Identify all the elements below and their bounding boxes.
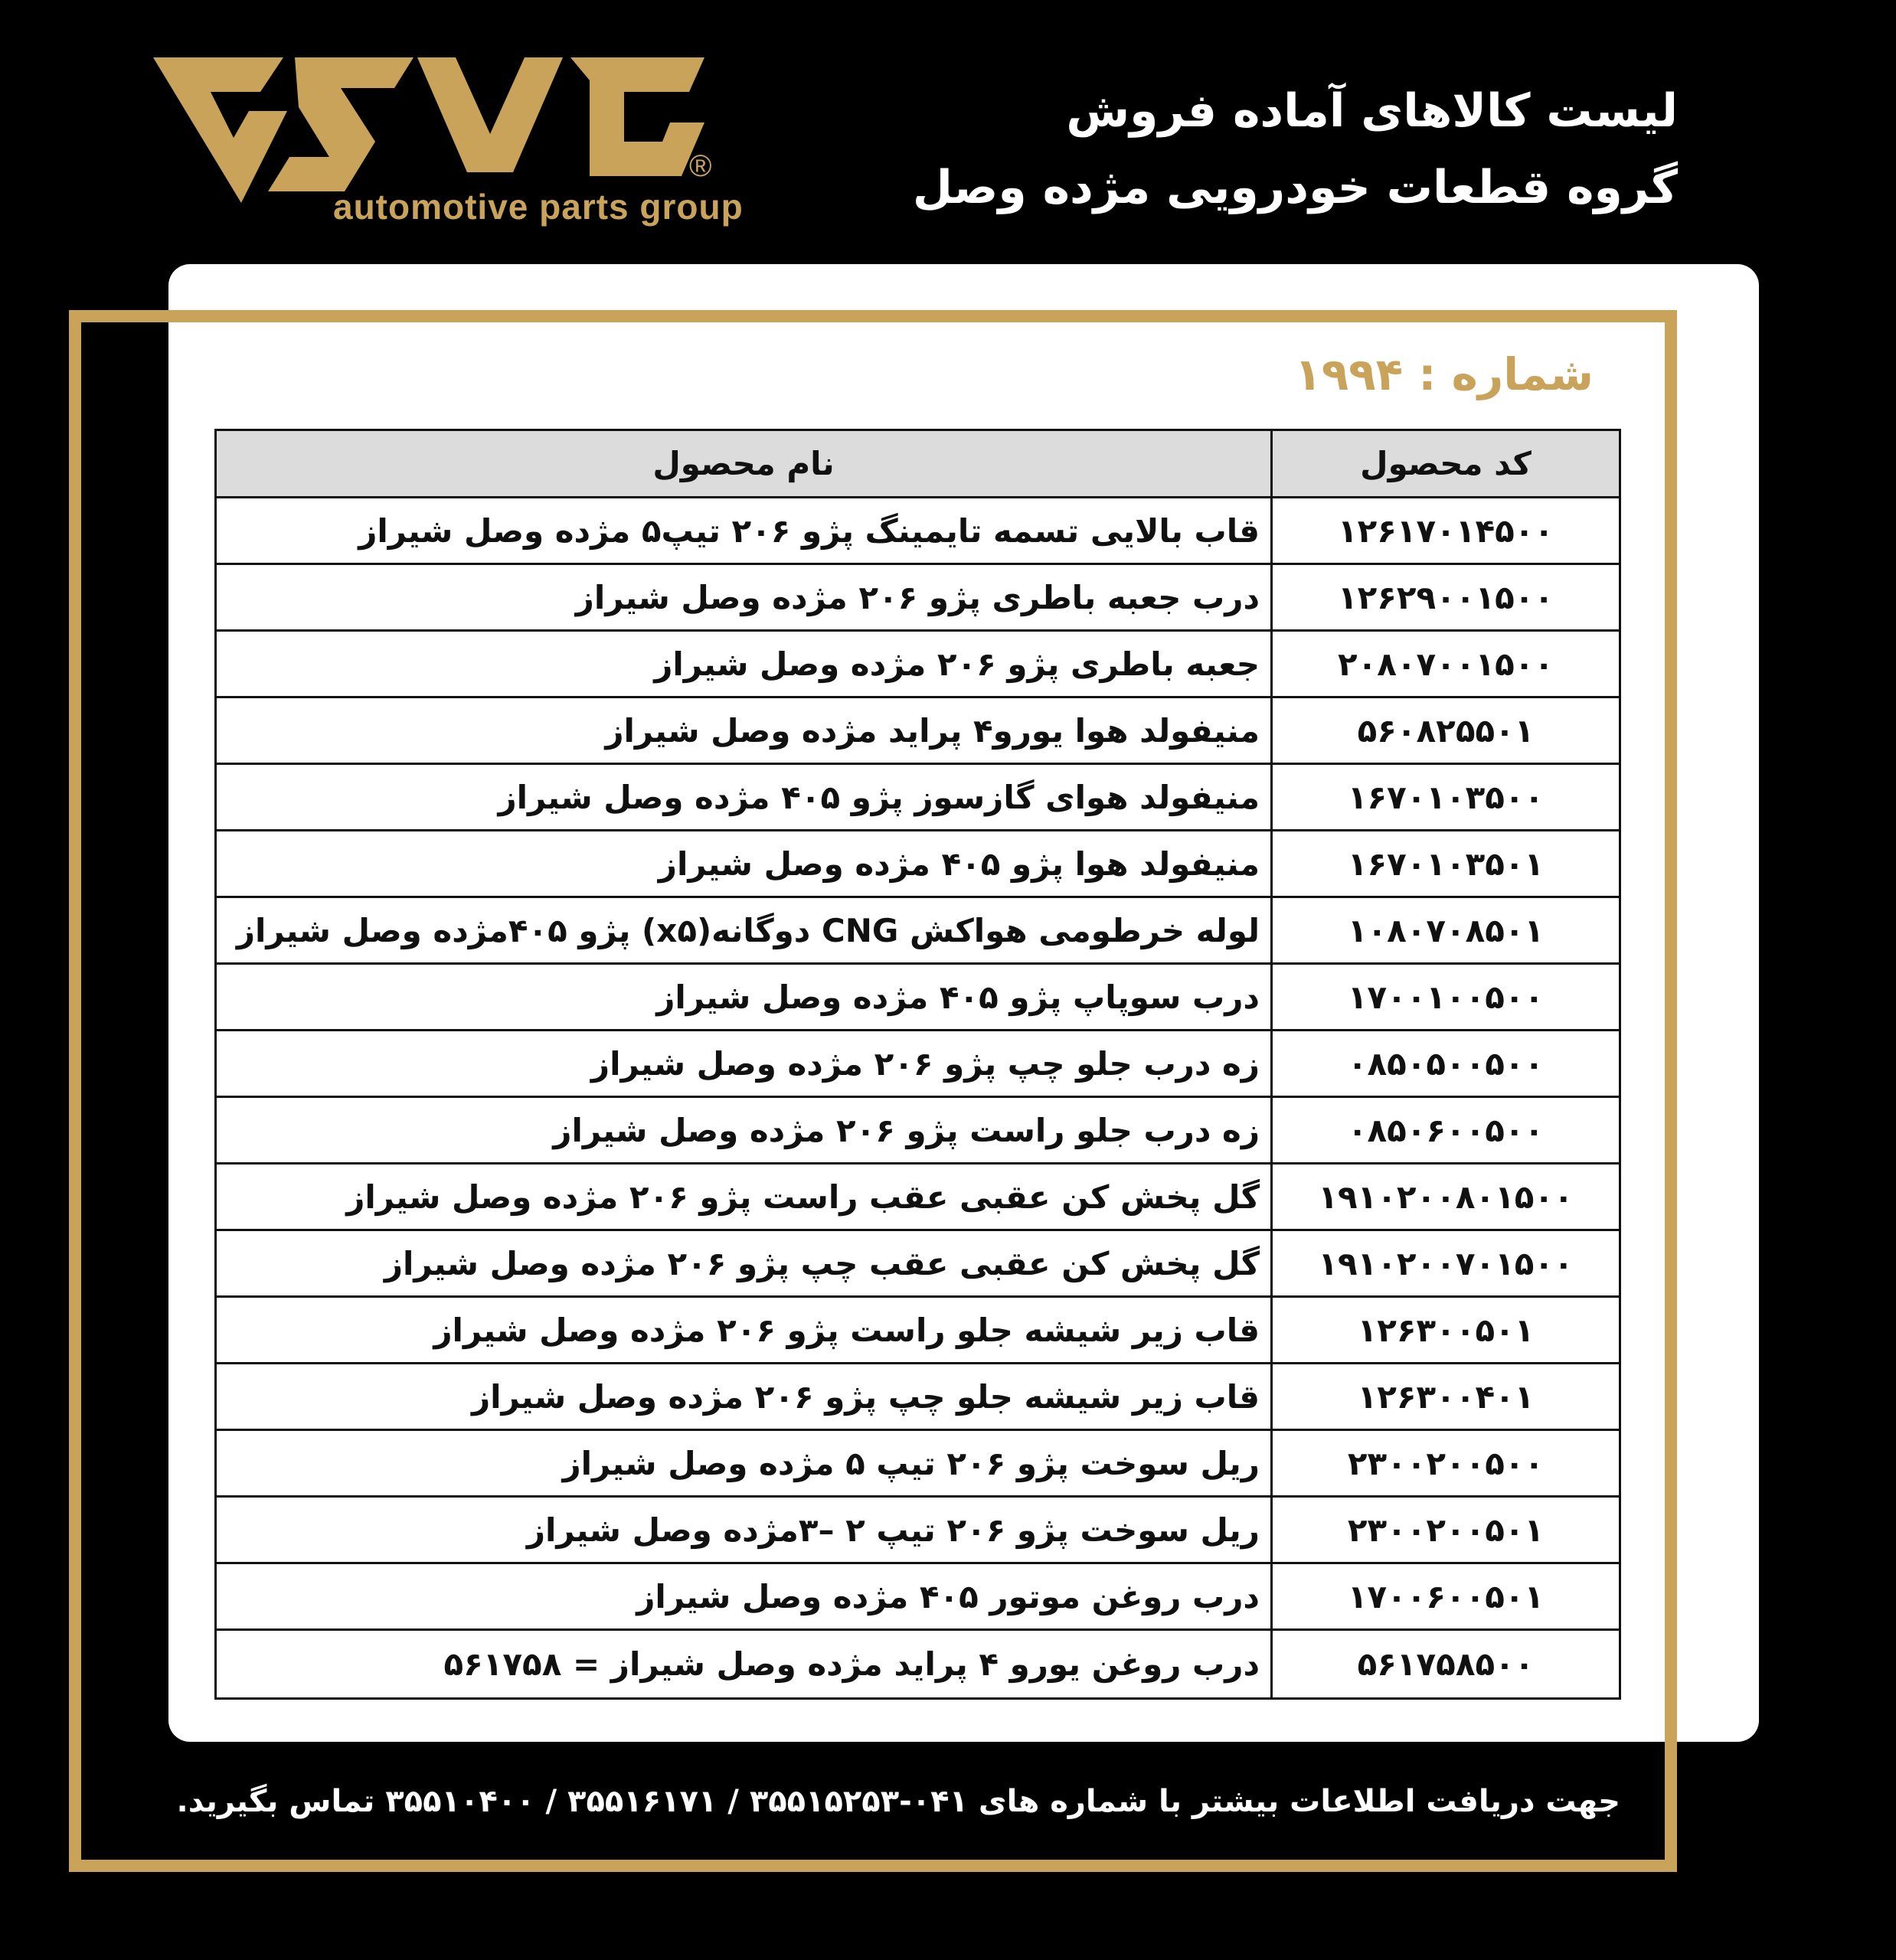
product-name: درب روغن موتور ۴۰۵ مژده وصل شیراز xyxy=(636,1577,1260,1615)
registered-mark: ® xyxy=(689,149,712,183)
product-code: ۱۲۶۲۹۰۰۱۵۰۰ xyxy=(1270,565,1619,629)
product-code: ۱۰۸۰۷۰۸۵۰۱ xyxy=(1270,898,1619,962)
header-code: کد محصول xyxy=(1270,431,1619,496)
contact-footer: جهت دریافت اطلاعات بیشتر با شماره های ۰۴۱-۳۵۵۱۵۲۵۳ / ۳۵۵۱۶۱۷۱ / ۳۵۵۱۰۴۰۰ تماس بگیرید. xyxy=(176,1784,1620,1819)
product-name: درب سوپاپ پژو ۴۰۵ مژده وصل شیراز xyxy=(656,978,1260,1016)
product-name: جعبه باطری پژو ۲۰۶ مژده وصل شیراز xyxy=(654,645,1260,683)
table-row xyxy=(217,1165,1619,1231)
table-row xyxy=(217,632,1619,698)
brand-logo xyxy=(153,50,744,241)
headline xyxy=(913,73,1678,226)
gsvg-logo-mark xyxy=(153,50,735,203)
product-name: گل پخش کن عقبی عقب چپ پژو ۲۰۶ مژده وصل شیراز xyxy=(384,1244,1260,1282)
product-name: قاب بالایی تسمه تایمینگ پژو ۲۰۶ تیپ۵ مژده وصل شیراز xyxy=(358,511,1260,550)
product-code: ۱۶۷۰۱۰۳۵۰۰ xyxy=(1270,765,1619,829)
product-name: ریل سوخت پژو ۲۰۶ تیپ ۲ –۳مژده وصل شیراز xyxy=(526,1511,1260,1549)
product-code: ۱۲۶۱۷۰۱۴۵۰۰ xyxy=(1270,498,1619,563)
table-row xyxy=(217,1298,1619,1364)
product-code: ۱۲۶۳۰۰۵۰۱ xyxy=(1270,1298,1619,1362)
headline-line1: لیست کالاهای آماده فروش xyxy=(1066,84,1678,138)
table-row xyxy=(217,498,1619,565)
product-code: ۵۶۰۸۲۵۵۰۱ xyxy=(1270,698,1619,763)
product-name: منیفولد هوا یورو۴ پراید مژده وصل شیراز xyxy=(605,711,1260,750)
product-code: ۲۳۰۰۲۰۰۵۰۱ xyxy=(1270,1498,1619,1562)
product-code: ۰۸۵۰۵۰۰۵۰۰ xyxy=(1270,1031,1619,1096)
table-row xyxy=(217,765,1619,831)
table-row xyxy=(217,1498,1619,1564)
table-row xyxy=(217,565,1619,632)
list-number: شماره : ۱۹۹۴ xyxy=(1294,348,1594,400)
product-name: منیفولد هوا پژو ۴۰۵ مژده وصل شیراز xyxy=(658,844,1260,883)
product-name: قاب زیر شیشه جلو چپ پژو ۲۰۶ مژده وصل شیراز xyxy=(471,1377,1260,1416)
product-code: ۱۹۱۰۲۰۰۸۰۱۵۰۰ xyxy=(1270,1165,1619,1229)
table-row xyxy=(217,1231,1619,1298)
table-header-row xyxy=(217,431,1619,498)
brand-tagline: automotive parts group xyxy=(333,187,744,227)
product-table xyxy=(214,429,1621,1700)
product-name: زه درب جلو چپ پژو ۲۰۶ مژده وصل شیراز xyxy=(590,1044,1260,1083)
table-row xyxy=(217,1631,1619,1697)
product-code: ۱۲۶۳۰۰۴۰۱ xyxy=(1270,1364,1619,1429)
table-row xyxy=(217,831,1619,898)
product-name: درب روغن یورو ۴ پراید مژده وصل شیراز = ۵۶۱۷۵۸ xyxy=(443,1645,1260,1683)
product-code: ۲۳۰۰۲۰۰۵۰۰ xyxy=(1270,1431,1619,1495)
product-code: ۱۷۰۰۶۰۰۵۰۱ xyxy=(1270,1564,1619,1628)
product-name: قاب زیر شیشه جلو راست پژو ۲۰۶ مژده وصل شیراز xyxy=(433,1311,1260,1349)
table-row xyxy=(217,965,1619,1031)
product-name: منیفولد هوای گازسوز پژو ۴۰۵ مژده وصل شیراز xyxy=(498,778,1260,816)
table-row xyxy=(217,1564,1619,1631)
table-row xyxy=(217,698,1619,765)
product-code: ۱۹۱۰۲۰۰۷۰۱۵۰۰ xyxy=(1270,1231,1619,1295)
product-code: ۰۸۵۰۶۰۰۵۰۰ xyxy=(1270,1098,1619,1162)
table-row xyxy=(217,1431,1619,1498)
table-row xyxy=(217,898,1619,965)
table-row xyxy=(217,1031,1619,1098)
product-code: ۱۶۷۰۱۰۳۵۰۱ xyxy=(1270,831,1619,896)
product-name: زه درب جلو راست پژو ۲۰۶ مژده وصل شیراز xyxy=(553,1111,1260,1149)
product-code: ۲۰۸۰۷۰۰۱۵۰۰ xyxy=(1270,632,1619,696)
product-name: لوله خرطومی هواکش CNG دوگانه(x۵) پژو ۴۰۵مژده وصل شیراز xyxy=(236,911,1260,949)
table-row xyxy=(217,1098,1619,1165)
table-row xyxy=(217,1364,1619,1431)
headline-line2: گروه قطعات خودرویی مژده وصل xyxy=(912,161,1678,214)
header-name: نام محصول xyxy=(652,445,835,482)
product-name: درب جعبه باطری پژو ۲۰۶ مژده وصل شیراز xyxy=(575,578,1260,616)
product-code: ۱۷۰۰۱۰۰۵۰۰ xyxy=(1270,965,1619,1029)
product-code: ۵۶۱۷۵۸۵۰۰ xyxy=(1270,1631,1619,1697)
product-name: ریل سوخت پژو ۲۰۶ تیپ ۵ مژده وصل شیراز xyxy=(562,1444,1260,1482)
product-name: گل پخش کن عقبی عقب راست پژو ۲۰۶ مژده وصل شیراز xyxy=(346,1178,1260,1216)
